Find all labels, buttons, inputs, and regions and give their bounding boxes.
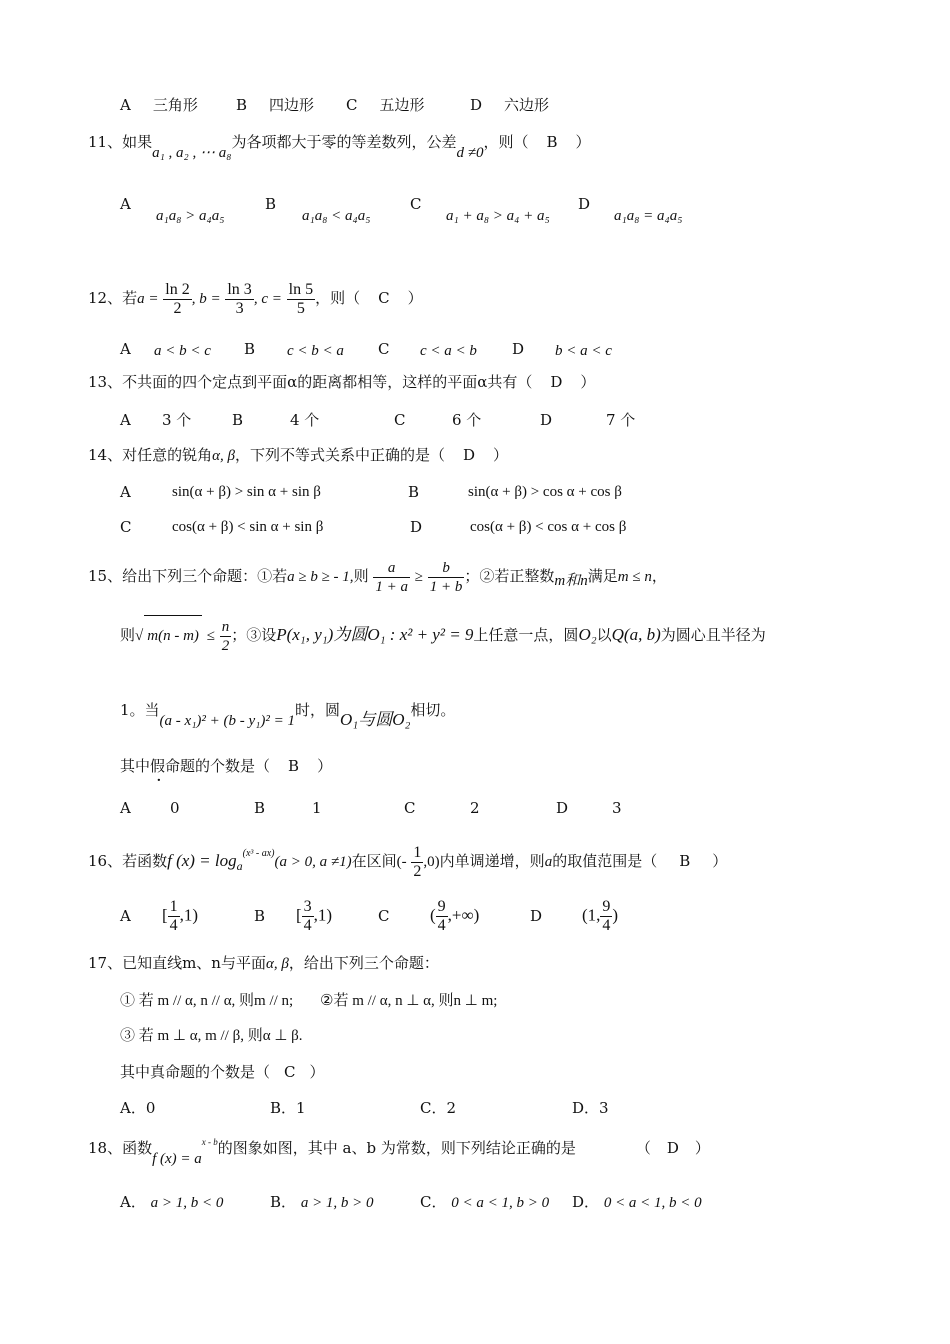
q13-option-b-letter: B [232,411,244,429]
q15-option-d-letter: D [556,799,569,817]
q15-option-b-letter: B [254,799,266,817]
q10-option-b: B 四边形 [236,96,315,114]
q14-option-b: sin(α + β) > cos α + cos β [468,484,622,500]
q15-sqrt: m(n - m) [144,615,202,656]
q14-stem: 14、对任意的锐角α, β，下列不等式关系中正确的是（ D ） [88,446,509,464]
q16-options [120,898,740,942]
q17-props-row1 [120,990,497,1011]
q16-option-a: [ $\frac{1}{4}$ ,1) [162,898,199,934]
q13-option-c-letter: C [394,411,406,429]
q18-option-a: A． a > 1, b < 0 [120,1193,224,1211]
q16-option-c-letter: C [378,907,390,925]
q15-option-d: 3 [612,799,622,817]
q11-option-b: a₁a₈ < a₄a₅ [302,208,371,224]
q14-option-a-letter: A [120,483,131,501]
q13-option-b: 4 个 [290,411,320,429]
q12-option-d-letter: D [512,340,525,358]
q10-option-d: D 六边形 [470,96,550,114]
q13-option-a-letter: A [120,411,131,429]
q16-frac-half: $\frac{1}{2}$ [413,843,422,880]
q15-options [120,798,680,820]
q12-option-b-letter: B [244,340,256,358]
q13-option-a: 3 个 [162,411,192,429]
q15-frac-n: $\frac{n}{2}$ [221,618,230,654]
q15-option-b: 1 [312,799,322,817]
q11-options [120,194,740,224]
q15-line2: 则√ m(n - m) ≤ $\frac{n}{2}$ ；③设P(x₁, y₁)为圆O₁ : x² + y² = 9上任意一点，圆O₂以Q(a, b)为圆心且半径为 [120,615,766,656]
q17-prop-1: ① 若 m // α, n // α, 则m // n; [120,993,294,1009]
q15-option-c: 2 [470,799,480,817]
q12-frac-b: $\frac{\ln 3}{3}$ [227,280,252,317]
q17-option-c: C．2 [420,1099,457,1117]
q13-stem: 13、不共面的四个定点到平面α的距离都相等，这样的平面α共有（ D ） [88,373,596,391]
q12-frac-c: $\frac{\ln 5}{5}$ [288,280,314,317]
q17-stem: 17、已知直线m、n与平面α, β，给出下列三个命题： [88,954,439,972]
q12-option-b: c < b < a [287,343,344,359]
q15-line1: 15、给出下列三个命题：①若a ≥ b ≥ - 1,则 $\frac{a}{1 + a}$ ≥ $\frac{b}{1 + b}$ ；②若正整数m和n满足m ≤ n， [88,559,667,595]
q12-stem: 12、若a = $\frac{\ln 2}{2}$ , b = $\frac{\ln 3}{3}$ , c = $\frac{\ln 5}{5}$ ，则（ C ） [88,280,423,317]
q12-options [120,339,680,361]
q16-option-b: [ $\frac{3}{4}$ ,1) [296,898,333,934]
q12-frac-a: $\frac{\ln 2}{2}$ [165,280,190,317]
q11-stem: 11、如果a₁ , a₂ , ⋯ a₈为各项都大于零的等差数列，公差d ≠0，则（ B ） [88,133,591,161]
q17-question: 其中真命题的个数是（ C ） [120,1063,325,1081]
q15-frac-a: $\frac{a}{1 + a}$ [375,559,408,595]
q12-option-c-letter: C [378,340,390,358]
q17-prop-2: ②若 m // α, n ⊥ α, 则n ⊥ m; [320,993,498,1009]
q14-option-c-letter: C [120,518,132,536]
q14-option-b-letter: B [408,483,420,501]
q11-option-d-letter: D [578,195,591,213]
q15-option-a: 0 [170,799,180,817]
q12-option-a-letter: A [120,340,131,358]
q13-option-d-letter: D [540,411,553,429]
q17-option-d: D．3 [572,1099,609,1117]
q11-option-c-letter: C [410,195,422,213]
q17-props-row2 [120,1025,303,1046]
q16-stem: 16、若函数f $(x) = \log_a^{(x^3 - ax)}(a > 0$, a ≠1)在区间(- $\frac{1}{2}$ ,0)内单调递增，则a的取值范围是（ B ） [88,843,728,880]
q11-option-c: a₁ + a₈ > a₄ + a₅ [446,208,550,224]
q13-option-c: 6 个 [452,411,482,429]
q14-option-d-letter: D [410,518,423,536]
q18-stem: 18、函数f $(x) = a^{x - b}$的图象如图，其中 a、b 为常数，则下列结论正确的是 （ D ） [88,1137,710,1167]
q14-options-row2 [120,517,680,539]
q14-option-d: cos(α + β) < cos α + cos β [470,519,627,535]
q14-options-row1 [120,482,680,504]
q15-question: 其中假命题的个数是（ B ） [120,757,333,775]
q15-line3: 1。当(a - x₁)² + (b - y₁)² = 1时，圆O₁与圆O₂相切。 [120,701,456,729]
q18-option-b: B． a > 1, b > 0 [270,1193,374,1211]
q18-option-c: C． 0 < a < 1, b > 0 [420,1193,550,1211]
q15-frac-b: $\frac{b}{1 + b}$ [429,559,463,595]
q12-option-c: c < a < b [420,343,477,359]
q13-option-d: 7 个 [606,411,636,429]
q11-option-a-letter: A [120,195,131,213]
q13-options [120,410,680,432]
q10-option-a: A 三角形 [120,96,198,114]
q17-option-a: A．0 [120,1099,156,1117]
q15-option-a-letter: A [120,799,131,817]
q11-option-b-letter: B [265,195,277,213]
q17-option-b: B．1 [270,1099,306,1117]
q16-option-c: ( $\frac{9}{4}$ ,+∞) [430,898,480,934]
q17-prop-3: ③ 若 m ⊥ α, m // β, 则α ⊥ β. [120,1028,303,1044]
q17-options [120,1098,680,1120]
q16-option-a-letter: A [120,907,131,925]
q14-option-a: sin(α + β) > sin α + sin β [172,484,321,500]
q12-option-d: b < a < c [555,343,612,359]
q12-option-a: a < b < c [154,343,211,359]
q16-option-d-letter: D [530,907,543,925]
q18-options [120,1192,740,1214]
q16-option-d: (1, $\frac{9}{4}$ ) [582,898,619,934]
q16-option-b-letter: B [254,907,266,925]
q14-option-c: cos(α + β) < sin α + sin β [172,519,324,535]
q11-option-d: a₁a₈ = a₄a₅ [614,208,683,224]
q11-option-a: a₁a₈ > a₄a₅ [156,208,225,224]
q10-option-c: C 五边形 [346,96,425,114]
q18-option-d: D． 0 < a < 1, b < 0 [572,1193,702,1211]
q15-option-c-letter: C [404,799,416,817]
